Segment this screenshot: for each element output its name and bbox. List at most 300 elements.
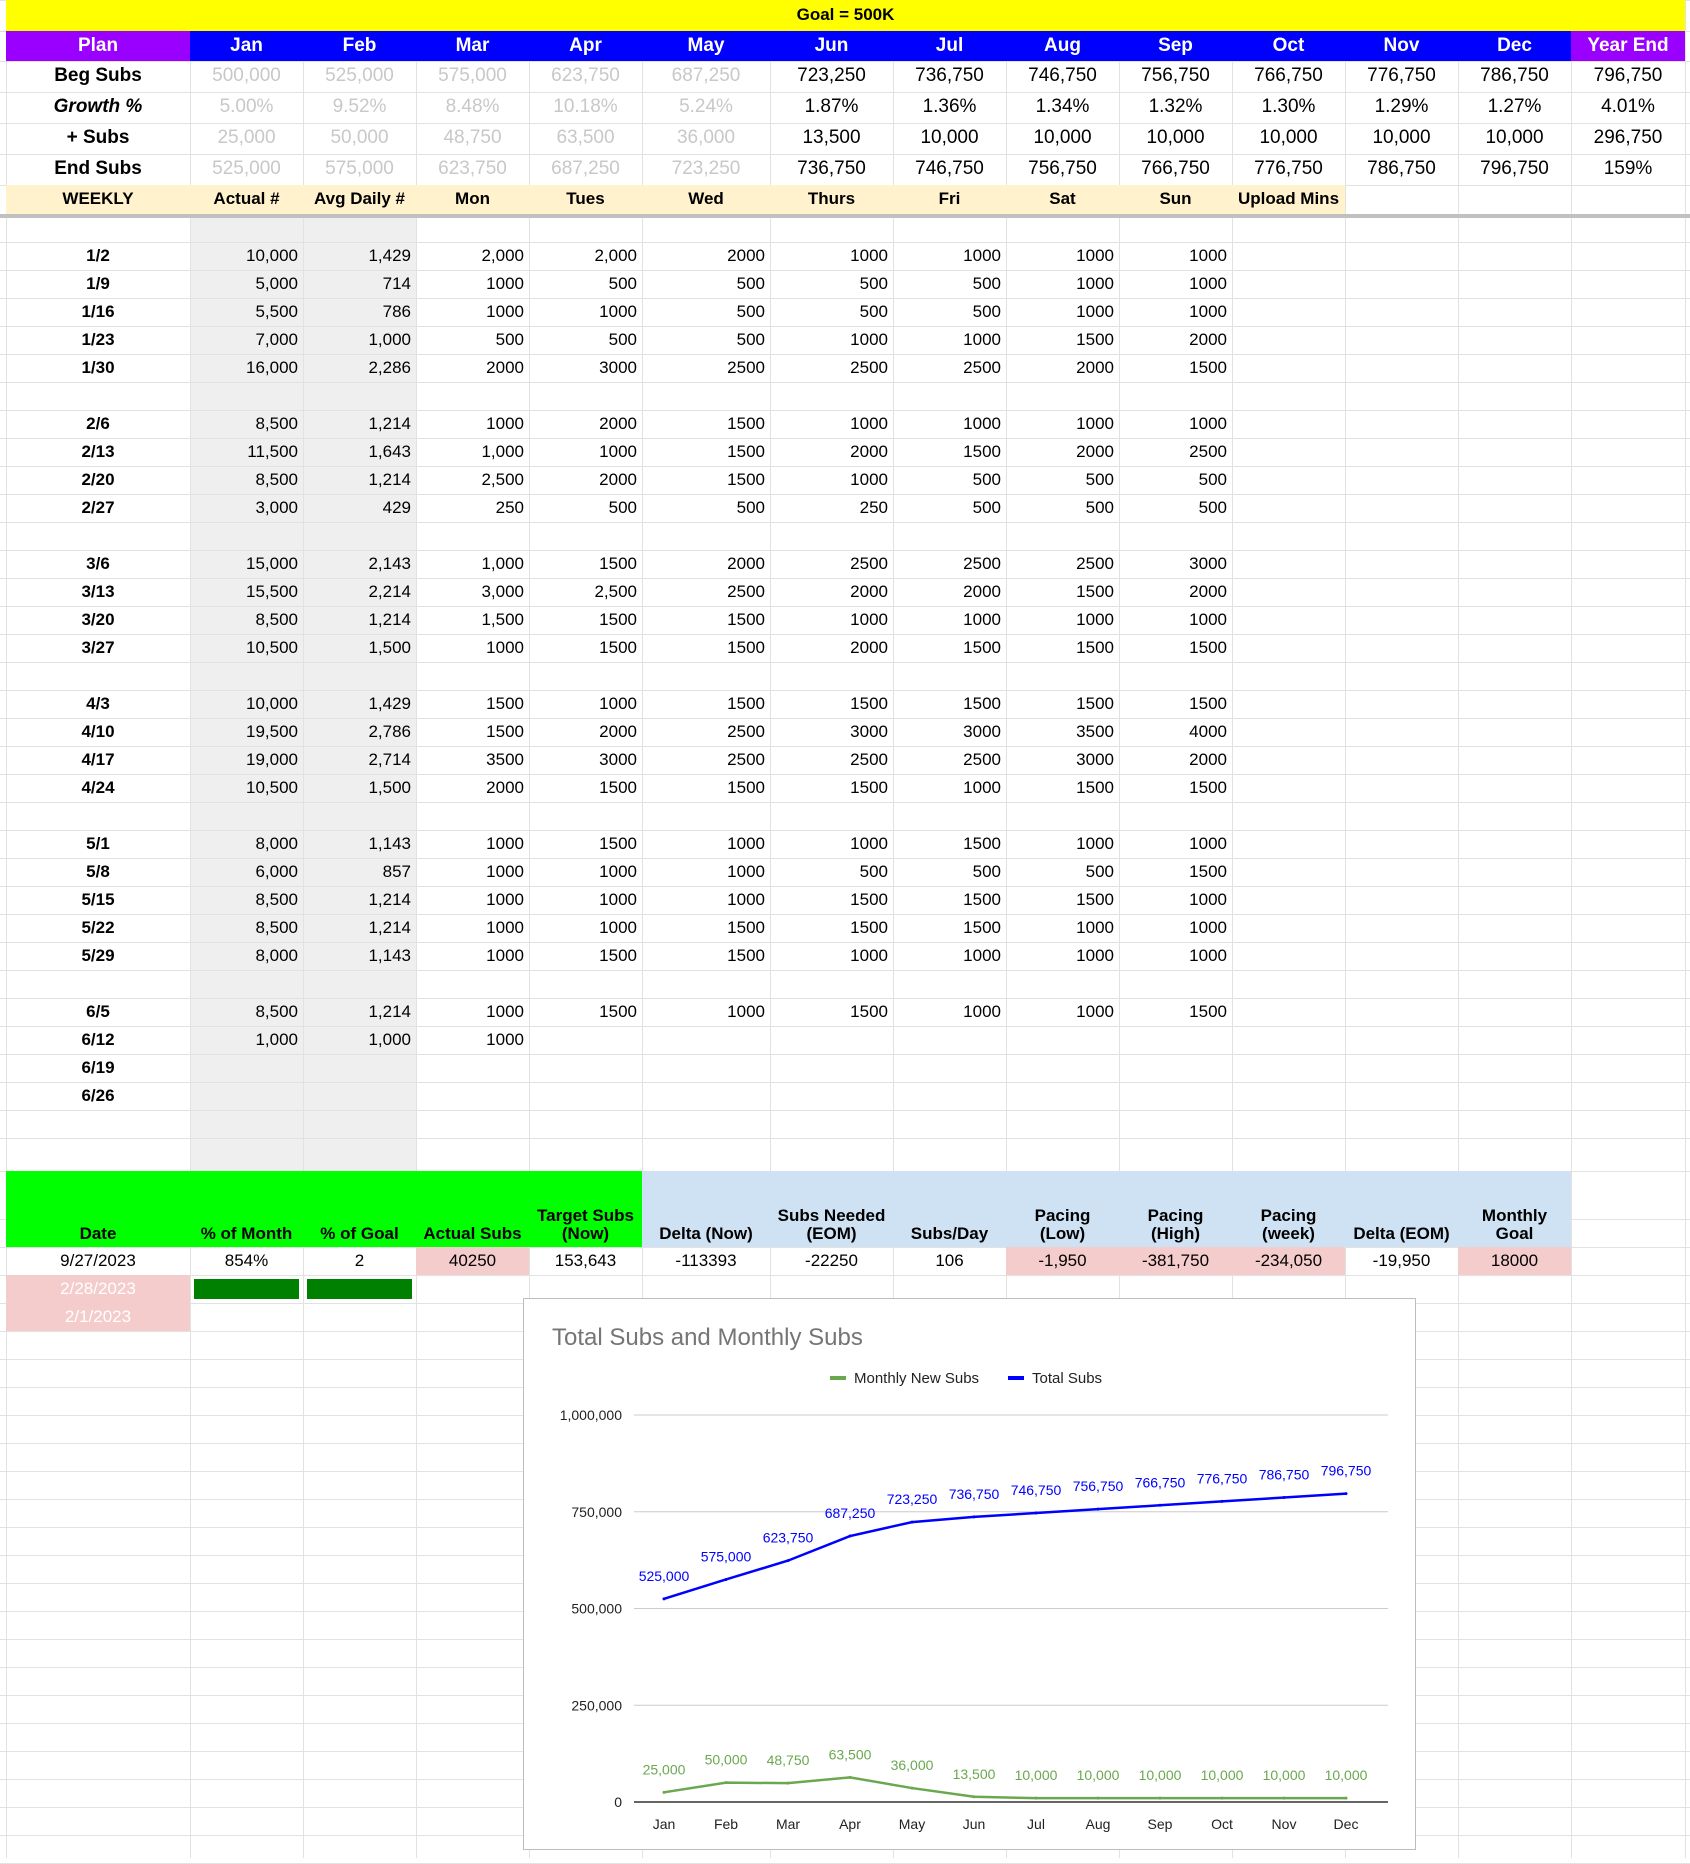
week-date[interactable]: 4/17	[81, 749, 115, 769]
week-value[interactable]: 1000	[599, 917, 637, 937]
header-mar[interactable]: Mar	[416, 31, 529, 61]
week-value[interactable]: 1,500	[368, 637, 411, 657]
week-date[interactable]: 5/1	[86, 833, 110, 853]
date-cell[interactable]: 2/1/2023	[6, 1303, 190, 1331]
week-value[interactable]: 3000	[1189, 553, 1227, 573]
week-value[interactable]: 15,500	[246, 581, 298, 601]
week-value[interactable]: 2500	[727, 357, 765, 377]
week-date[interactable]: 2/6	[86, 413, 110, 433]
week-value[interactable]: 1,143	[368, 833, 411, 853]
week-value[interactable]: 2,286	[368, 357, 411, 377]
stats-value[interactable]: -1,950	[1006, 1247, 1119, 1275]
header-plan[interactable]: Plan	[6, 31, 190, 61]
week-value[interactable]: 15,000	[246, 553, 298, 573]
week-value[interactable]: 1000	[486, 413, 524, 433]
week-value[interactable]: 2500	[963, 749, 1001, 769]
summary-value[interactable]: 296,750	[1593, 127, 1663, 149]
week-value[interactable]: 1500	[963, 917, 1001, 937]
week-value[interactable]: 1500	[1076, 637, 1114, 657]
week-value[interactable]: 500	[1198, 497, 1227, 517]
week-value[interactable]: 3500	[1076, 721, 1114, 741]
week-value[interactable]: 1000	[1189, 917, 1227, 937]
week-value[interactable]: 1500	[963, 833, 1001, 853]
summary-value[interactable]: 776,750	[1254, 158, 1323, 180]
week-value[interactable]: 1000	[727, 889, 765, 909]
header-feb[interactable]: Feb	[303, 31, 416, 61]
week-value[interactable]: 1500	[963, 637, 1001, 657]
week-value[interactable]: 3000	[1076, 749, 1114, 769]
stats-value[interactable]: -22250	[805, 1250, 858, 1270]
week-date[interactable]: 1/30	[81, 357, 115, 377]
week-value[interactable]: 500	[972, 469, 1001, 489]
week-date[interactable]: 2/13	[81, 441, 115, 461]
week-value[interactable]: 2,500	[481, 469, 524, 489]
summary-value[interactable]: 5.24%	[679, 96, 733, 118]
summary-value[interactable]: 525,000	[212, 158, 281, 180]
week-value[interactable]: 1,143	[368, 945, 411, 965]
header-dec[interactable]: Dec	[1458, 31, 1571, 61]
week-value[interactable]: 1500	[963, 693, 1001, 713]
week-value[interactable]: 2000	[850, 441, 888, 461]
week-value[interactable]: 500	[1198, 469, 1227, 489]
week-value[interactable]: 1000	[963, 329, 1001, 349]
week-value[interactable]: 1000	[1076, 1001, 1114, 1021]
week-value[interactable]: 1500	[1076, 693, 1114, 713]
week-value[interactable]: 1500	[850, 693, 888, 713]
summary-label[interactable]: Beg Subs	[54, 65, 142, 87]
stats-value[interactable]: 2	[354, 1250, 365, 1270]
week-value[interactable]: 2500	[727, 749, 765, 769]
week-value[interactable]: 8,500	[255, 469, 298, 489]
week-value[interactable]: 1000	[486, 1029, 524, 1049]
week-value[interactable]: 500	[972, 497, 1001, 517]
week-value[interactable]: 857	[382, 861, 411, 881]
summary-value[interactable]: 1.32%	[1148, 96, 1203, 118]
week-value[interactable]: 19,000	[246, 749, 298, 769]
summary-value[interactable]: 687,250	[671, 65, 741, 87]
week-value[interactable]: 1500	[599, 833, 637, 853]
week-value[interactable]: 1000	[1189, 833, 1227, 853]
week-value[interactable]: 1000	[1076, 245, 1114, 265]
stats-header-cell[interactable]: Subs Needed (EOM)	[770, 1171, 893, 1247]
week-value[interactable]: 500	[608, 497, 637, 517]
summary-value[interactable]: 10,000	[1372, 127, 1431, 149]
summary-label[interactable]: Growth %	[53, 96, 143, 118]
week-value[interactable]: 1500	[850, 917, 888, 937]
week-value[interactable]: 1000	[1076, 833, 1114, 853]
week-value[interactable]: 500	[1085, 861, 1114, 881]
summary-value[interactable]: 623,750	[551, 65, 620, 87]
summary-value[interactable]: 36,000	[676, 127, 736, 149]
summary-value[interactable]: 10,000	[920, 127, 979, 149]
week-value[interactable]: 1000	[727, 1001, 765, 1021]
week-value[interactable]: 1500	[727, 777, 765, 797]
summary-value[interactable]: 10,000	[1146, 127, 1205, 149]
header-apr[interactable]: Apr	[529, 31, 642, 61]
week-value[interactable]: 714	[382, 273, 411, 293]
summary-value[interactable]: 13,500	[802, 127, 861, 149]
week-value[interactable]: 10,000	[246, 245, 298, 265]
header-jun[interactable]: Jun	[770, 31, 893, 61]
week-value[interactable]: 1500	[599, 609, 637, 629]
stats-header-cell[interactable]: Target Subs (Now)	[529, 1171, 642, 1247]
summary-value[interactable]: 786,750	[1480, 65, 1549, 87]
stats-header-cell[interactable]: Date	[6, 1171, 190, 1247]
week-date[interactable]: 2/20	[81, 469, 115, 489]
week-date[interactable]: 1/23	[81, 329, 115, 349]
header-oct[interactable]: Oct	[1232, 31, 1345, 61]
week-value[interactable]: 1000	[1189, 889, 1227, 909]
week-value[interactable]: 2000	[599, 469, 637, 489]
week-value[interactable]: 19,500	[246, 721, 298, 741]
week-value[interactable]: 3000	[963, 721, 1001, 741]
summary-value[interactable]: 9.52%	[332, 96, 387, 118]
weekly-header-cell[interactable]: Avg Daily #	[303, 185, 416, 214]
week-value[interactable]: 500	[1085, 497, 1114, 517]
week-date[interactable]: 3/20	[81, 609, 115, 629]
week-value[interactable]: 1,429	[368, 693, 411, 713]
week-date[interactable]: 6/19	[81, 1057, 115, 1077]
week-value[interactable]: 786	[382, 301, 411, 321]
week-value[interactable]: 1,214	[368, 917, 411, 937]
week-date[interactable]: 3/13	[81, 581, 115, 601]
week-date[interactable]: 4/10	[81, 721, 115, 741]
week-value[interactable]: 1000	[486, 833, 524, 853]
header-year-end[interactable]: Year End	[1571, 31, 1685, 61]
goal-banner[interactable]: Goal = 500K	[6, 0, 1685, 31]
week-value[interactable]: 2,000	[594, 245, 637, 265]
week-value[interactable]: 8,500	[255, 917, 298, 937]
week-value[interactable]: 1,500	[368, 777, 411, 797]
stats-header-cell[interactable]: Monthly Goal	[1458, 1171, 1571, 1247]
week-value[interactable]: 7,000	[255, 329, 298, 349]
header-nov[interactable]: Nov	[1345, 31, 1458, 61]
week-date[interactable]: 4/3	[86, 693, 110, 713]
week-value[interactable]: 1,214	[368, 609, 411, 629]
summary-value[interactable]: 48,750	[443, 127, 502, 149]
week-value[interactable]: 3000	[599, 749, 637, 769]
week-value[interactable]: 1500	[727, 945, 765, 965]
summary-value[interactable]: 5.00%	[219, 96, 274, 118]
stats-header-cell[interactable]: Pacing (Low)	[1006, 1171, 1119, 1247]
summary-value[interactable]: 10,000	[1259, 127, 1318, 149]
weekly-header-cell[interactable]: Actual #	[190, 185, 303, 214]
week-value[interactable]: 1000	[850, 609, 888, 629]
week-value[interactable]: 8,000	[255, 833, 298, 853]
summary-value[interactable]: 525,000	[325, 65, 394, 87]
summary-value[interactable]: 63,500	[556, 127, 615, 149]
week-value[interactable]: 8,500	[255, 889, 298, 909]
week-value[interactable]: 4000	[1189, 721, 1227, 741]
week-value[interactable]: 8,500	[255, 413, 298, 433]
week-value[interactable]: 1500	[1189, 357, 1227, 377]
week-value[interactable]: 3500	[486, 749, 524, 769]
summary-value[interactable]: 1.36%	[922, 96, 977, 118]
stats-header-cell[interactable]: Subs/Day	[893, 1171, 1006, 1247]
week-value[interactable]: 1500	[727, 609, 765, 629]
week-value[interactable]: 1000	[850, 945, 888, 965]
weekly-header-cell[interactable]: Sun	[1119, 185, 1232, 214]
week-value[interactable]: 1000	[963, 609, 1001, 629]
stats-header-cell[interactable]: Pacing (week)	[1232, 1171, 1345, 1247]
week-value[interactable]: 1500	[1189, 861, 1227, 881]
week-date[interactable]: 6/26	[81, 1085, 115, 1105]
week-value[interactable]: 2500	[727, 721, 765, 741]
header-may[interactable]: May	[642, 31, 770, 61]
week-value[interactable]: 1500	[963, 889, 1001, 909]
week-value[interactable]: 500	[736, 273, 765, 293]
summary-value[interactable]: 736,750	[915, 65, 984, 87]
stats-value[interactable]: 153,643	[554, 1250, 617, 1270]
summary-value[interactable]: 575,000	[438, 65, 507, 87]
week-value[interactable]: 1500	[727, 917, 765, 937]
date-cell[interactable]: 2/28/2023	[6, 1275, 190, 1303]
week-value[interactable]: 1000	[850, 469, 888, 489]
week-date[interactable]: 2/27	[81, 497, 115, 517]
summary-value[interactable]: 4.01%	[1601, 96, 1655, 118]
week-value[interactable]: 1000	[486, 917, 524, 937]
week-value[interactable]: 1,500	[481, 609, 524, 629]
week-value[interactable]: 8,500	[255, 609, 298, 629]
week-value[interactable]: 500	[495, 329, 524, 349]
week-value[interactable]: 2,214	[368, 581, 411, 601]
week-value[interactable]: 1500	[850, 777, 888, 797]
week-value[interactable]: 2000	[1189, 581, 1227, 601]
week-value[interactable]: 16,000	[246, 357, 298, 377]
week-value[interactable]: 1000	[963, 413, 1001, 433]
week-date[interactable]: 4/24	[81, 777, 115, 797]
week-value[interactable]: 1000	[963, 245, 1001, 265]
week-value[interactable]: 2500	[850, 749, 888, 769]
week-value[interactable]: 1000	[1076, 609, 1114, 629]
week-value[interactable]: 1000	[599, 441, 637, 461]
summary-value[interactable]: 766,750	[1141, 158, 1210, 180]
week-value[interactable]: 1500	[850, 1001, 888, 1021]
week-value[interactable]: 1000	[486, 889, 524, 909]
week-value[interactable]: 1,214	[368, 469, 411, 489]
week-value[interactable]: 1000	[1076, 273, 1114, 293]
stats-value[interactable]: 854%	[224, 1250, 269, 1270]
summary-value[interactable]: 736,750	[797, 158, 866, 180]
week-date[interactable]: 3/27	[81, 637, 115, 657]
stats-value[interactable]: -113393	[675, 1250, 737, 1270]
week-value[interactable]: 1500	[599, 553, 637, 573]
week-value[interactable]: 2000	[486, 357, 524, 377]
stats-header-cell[interactable]: Delta (EOM)	[1345, 1171, 1458, 1247]
summary-value[interactable]: 746,750	[1028, 65, 1097, 87]
weekly-header-cell[interactable]: WEEKLY	[6, 185, 190, 214]
summary-value[interactable]: 776,750	[1367, 65, 1436, 87]
summary-value[interactable]: 723,250	[671, 158, 741, 180]
week-value[interactable]: 2500	[727, 581, 765, 601]
week-value[interactable]: 2000	[1189, 329, 1227, 349]
week-value[interactable]: 1,000	[368, 329, 411, 349]
weekly-header-cell[interactable]: Wed	[642, 185, 770, 214]
week-value[interactable]: 500	[608, 329, 637, 349]
week-value[interactable]: 2000	[850, 637, 888, 657]
week-value[interactable]: 8,000	[255, 945, 298, 965]
summary-value[interactable]: 796,750	[1593, 65, 1663, 87]
summary-value[interactable]: 766,750	[1254, 65, 1323, 87]
week-value[interactable]: 1,000	[481, 553, 524, 573]
week-value[interactable]: 2000	[850, 581, 888, 601]
week-value[interactable]: 1,000	[368, 1029, 411, 1049]
week-date[interactable]: 5/15	[81, 889, 115, 909]
week-value[interactable]: 1000	[727, 861, 765, 881]
week-value[interactable]: 1000	[486, 1001, 524, 1021]
week-value[interactable]: 1500	[1189, 777, 1227, 797]
week-value[interactable]: 1000	[1189, 301, 1227, 321]
week-value[interactable]: 1500	[1076, 777, 1114, 797]
week-value[interactable]: 1500	[850, 889, 888, 909]
stats-value[interactable]: 18000	[1458, 1247, 1571, 1275]
week-value[interactable]: 1,429	[368, 245, 411, 265]
week-value[interactable]: 1500	[1076, 581, 1114, 601]
week-value[interactable]: 1500	[1076, 329, 1114, 349]
week-date[interactable]: 1/9	[86, 273, 110, 293]
summary-value[interactable]: 10.18%	[553, 96, 618, 118]
week-value[interactable]: 500	[736, 301, 765, 321]
week-value[interactable]: 1000	[1189, 413, 1227, 433]
week-value[interactable]: 1000	[1076, 945, 1114, 965]
week-value[interactable]: 1500	[727, 637, 765, 657]
stats-header-cell[interactable]: % of Goal	[303, 1171, 416, 1247]
summary-value[interactable]: 10,000	[1485, 127, 1544, 149]
week-value[interactable]: 1000	[1076, 301, 1114, 321]
week-value[interactable]: 10,000	[246, 693, 298, 713]
week-value[interactable]: 2000	[599, 413, 637, 433]
week-value[interactable]: 1000	[1076, 413, 1114, 433]
week-value[interactable]: 11,500	[247, 441, 298, 461]
week-value[interactable]: 1,214	[368, 889, 411, 909]
week-value[interactable]: 1000	[850, 329, 888, 349]
week-value[interactable]: 5,000	[255, 273, 298, 293]
stats-header-cell[interactable]: % of Month	[190, 1171, 303, 1247]
week-value[interactable]: 500	[859, 273, 888, 293]
week-value[interactable]: 1,000	[481, 441, 524, 461]
week-value[interactable]: 2,000	[481, 245, 524, 265]
subs-line-chart[interactable]	[523, 1298, 1416, 1850]
summary-value[interactable]: 575,000	[325, 158, 394, 180]
week-value[interactable]: 1000	[486, 861, 524, 881]
summary-value[interactable]: 1.27%	[1487, 96, 1542, 118]
week-value[interactable]: 2000	[963, 581, 1001, 601]
week-value[interactable]: 10,500	[246, 777, 298, 797]
week-date[interactable]: 6/5	[86, 1001, 110, 1021]
week-value[interactable]: 2,143	[368, 553, 411, 573]
week-value[interactable]: 1500	[599, 637, 637, 657]
header-jul[interactable]: Jul	[893, 31, 1006, 61]
week-value[interactable]: 1000	[1189, 245, 1227, 265]
week-value[interactable]: 2500	[850, 357, 888, 377]
week-value[interactable]: 1500	[1076, 889, 1114, 909]
week-value[interactable]: 1000	[486, 637, 524, 657]
week-value[interactable]: 1000	[850, 245, 888, 265]
week-value[interactable]: 3,000	[481, 581, 524, 601]
week-value[interactable]: 5,500	[255, 301, 298, 321]
stats-value[interactable]: -381,750	[1119, 1247, 1232, 1275]
week-date[interactable]: 1/16	[81, 301, 115, 321]
week-value[interactable]: 250	[859, 497, 888, 517]
week-value[interactable]: 1000	[850, 833, 888, 853]
week-value[interactable]: 1500	[727, 441, 765, 461]
week-value[interactable]: 2000	[599, 721, 637, 741]
week-value[interactable]: 1000	[486, 945, 524, 965]
week-value[interactable]: 500	[736, 329, 765, 349]
week-value[interactable]: 1500	[1189, 1001, 1227, 1021]
summary-value[interactable]: 25,000	[217, 127, 276, 149]
weekly-header-cell[interactable]: Sat	[1006, 185, 1119, 214]
week-date[interactable]: 5/8	[86, 861, 110, 881]
week-value[interactable]: 3000	[599, 357, 637, 377]
week-value[interactable]: 2500	[1189, 441, 1227, 461]
weekly-header-cell[interactable]: Fri	[893, 185, 1006, 214]
week-value[interactable]: 1000	[599, 693, 637, 713]
week-value[interactable]: 1000	[486, 301, 524, 321]
stats-value[interactable]: 40250	[416, 1247, 529, 1275]
week-value[interactable]: 1000	[1189, 609, 1227, 629]
stats-value[interactable]: -19,950	[1372, 1250, 1431, 1270]
weekly-header-cell[interactable]: Upload Mins	[1232, 185, 1345, 214]
week-value[interactable]: 1500	[599, 777, 637, 797]
week-value[interactable]: 1500	[486, 693, 524, 713]
summary-value[interactable]: 623,750	[438, 158, 507, 180]
week-value[interactable]: 1000	[963, 945, 1001, 965]
week-value[interactable]: 3000	[850, 721, 888, 741]
week-value[interactable]: 2000	[1076, 357, 1114, 377]
stats-header-cell[interactable]: Delta (Now)	[642, 1171, 770, 1247]
summary-value[interactable]: 1.29%	[1374, 96, 1429, 118]
week-value[interactable]: 10,500	[246, 637, 298, 657]
week-value[interactable]: 500	[736, 497, 765, 517]
summary-value[interactable]: 687,250	[551, 158, 620, 180]
week-value[interactable]: 2000	[727, 245, 765, 265]
week-value[interactable]: 500	[972, 861, 1001, 881]
week-value[interactable]: 429	[382, 497, 411, 517]
week-value[interactable]: 1,214	[368, 413, 411, 433]
summary-value[interactable]: 746,750	[915, 158, 984, 180]
summary-value[interactable]: 723,250	[797, 65, 866, 87]
week-value[interactable]: 2500	[963, 357, 1001, 377]
week-value[interactable]: 2000	[1076, 441, 1114, 461]
week-value[interactable]: 1000	[727, 833, 765, 853]
week-value[interactable]: 1000	[850, 413, 888, 433]
weekly-header-cell[interactable]: Tues	[529, 185, 642, 214]
summary-value[interactable]: 8.48%	[445, 96, 500, 118]
week-value[interactable]: 1000	[963, 777, 1001, 797]
week-value[interactable]: 500	[859, 301, 888, 321]
header-aug[interactable]: Aug	[1006, 31, 1119, 61]
week-value[interactable]: 2000	[486, 777, 524, 797]
week-date[interactable]: 5/22	[81, 917, 115, 937]
week-value[interactable]: 1500	[963, 441, 1001, 461]
week-value[interactable]: 1500	[1189, 637, 1227, 657]
week-value[interactable]: 500	[972, 273, 1001, 293]
week-value[interactable]: 1000	[599, 889, 637, 909]
week-date[interactable]: 5/29	[81, 945, 115, 965]
week-value[interactable]: 1000	[486, 273, 524, 293]
summary-value[interactable]: 159%	[1603, 158, 1653, 180]
week-value[interactable]: 3,000	[255, 497, 298, 517]
summary-value[interactable]: 500,000	[212, 65, 281, 87]
summary-value[interactable]: 796,750	[1480, 158, 1549, 180]
week-value[interactable]: 1000	[599, 301, 637, 321]
week-value[interactable]: 1500	[727, 469, 765, 489]
week-value[interactable]: 500	[608, 273, 637, 293]
week-value[interactable]: 2000	[727, 553, 765, 573]
stats-value[interactable]: 106	[935, 1250, 964, 1270]
week-value[interactable]: 1,214	[368, 1001, 411, 1021]
